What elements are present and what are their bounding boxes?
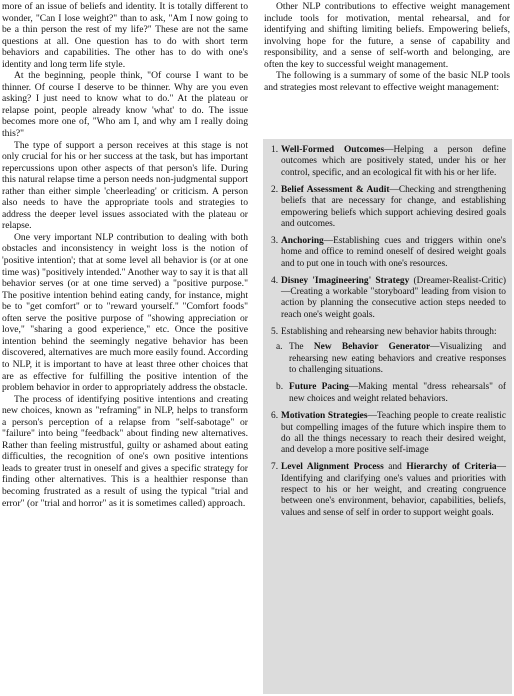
list-number: 1. (271, 145, 279, 155)
list-item-title-2: Hierarchy of Criteria (406, 462, 497, 473)
list-item (271, 411, 506, 457)
list-item-title: Level Alignment Process (281, 462, 384, 473)
list-item (271, 185, 506, 231)
list-item-text: (Dreamer-Realist-Critic)—Creating a workable "storyboard" leading from vision to action by planning the consecutive action steps needed to reach one's weight goals. (281, 275, 507, 320)
list-item (271, 145, 506, 179)
list-item-text: —Teaching people to create realistic but compelling images of the future which inspire them to do all the things necessary to reach their desired weight, and develop a more positive self-image (281, 411, 506, 456)
list-item-text: —Helping a person define outcomes which are positively stated, under his or her control, specific, and an ecological fit with his or her life. (281, 145, 506, 178)
list-item-title: Disney 'Imagineering' Strategy (281, 275, 410, 286)
list-number: 3. (271, 235, 279, 246)
list-item-text: —Checking and strengthening beliefs that are necessary for change, and establishing empowering beliefs which support achieving desired goals and outcomes. (281, 184, 507, 229)
list-item-text: —Establishing cues and triggers within one's home and office to remind oneself of desired weight goals and to put one in touch with one's resources. (281, 235, 506, 269)
nlp-tools-summary-box (263, 139, 512, 694)
left-paragraph-3: The type of support a person receives at this stage is not only crucial for his or her success at the task, but has important repercussions upon other aspects of that person's life. During this natural relapse time a person needs non-judgmental support rather than either simple 'cheerleading' or criticism. A person also needs to have the appropriate tools and strategies to address the deeper level issues associated with the plateau or relapse. (2, 139, 248, 232)
sub-list-item (276, 342, 506, 376)
sub-list-letter: a. (276, 342, 283, 353)
list-item-title: Belief Assessment & Audit (281, 184, 390, 195)
list-item-text: Establishing and rehearsing new behavior habits through: (281, 326, 497, 337)
left-paragraph-5: The process of identifying positive intentions and creating new choices, known as "reframing" in NLP, helps to transform a person's perception of a relapse from "self-sabotage" or "failure" into being "feedback" about finding new alternatives. Rather than feeling mistrustful, guilty or ashamed about eating difficulties, the recognition of one's own positive intentions leads to greater trust in oneself and gives a specific strategy for finding other alternatives. This is a healthier response than becoming frustrated as a result of using the typical "trial and error" (or "trial and horror" as it is sometimes called) approach. (2, 393, 248, 509)
right-column (264, 1, 510, 93)
sub-list-text: —Making mental "dress rehearsals" of new choices and weight related behaviors. (289, 382, 506, 404)
list-number: 6. (271, 411, 279, 422)
sub-list-text: —Visualizing and rehearsing new eating behaviors and creative responses to challenging situations. (289, 342, 507, 375)
left-paragraph-1: more of an issue of beliefs and identity. It is totally different to wonder, "Can I lose weight?" than to ask, "Am I now going to be a thin person the rest of my life?" These are not the same questions at all. One question has to do with short term behaviors and capabilities. The other has to do with one's identity and long term life style. (2, 1, 248, 70)
sub-list-item (276, 382, 506, 405)
sub-list-letter: b. (276, 382, 284, 393)
left-column (2, 1, 248, 509)
list-item (271, 276, 506, 322)
sub-list-prefix: The (289, 342, 314, 353)
list-number: 7. (271, 462, 279, 473)
list-item-title: Well-Formed Outcomes (281, 145, 385, 155)
sub-list-title: New Behavior Generator (313, 342, 431, 353)
list-item-title: Anchoring (281, 235, 324, 246)
list-item-title: Motivation Strategies (281, 411, 368, 422)
list-number: 4. (271, 275, 279, 286)
right-paragraph-2: The following is a summary of some of the basic NLP tools and strategies most relevant to effective weight management: (264, 70, 510, 93)
left-paragraph-2: At the beginning, people think, "Of course I want to be thinner. Of course I deserve to be thinner. Why are you even asking? I just need to know what to do." At the plateau or relapse point, people already know 'what' to do. The issue becomes more one of, "Who am I, and why am I really doing this?" (2, 70, 248, 140)
right-paragraph-1: Other NLP contributions to effective weight management include tools for motivation, mental rehearsal, and for identifying and shifting limiting beliefs. Empowering beliefs, involving hope for the future, a sense of capability and responsibility, and a sense of self-worth and belonging, are often the key to successful weight management. (264, 1, 510, 70)
list-item (271, 462, 506, 519)
sub-list-title: Future Pacing (289, 382, 349, 393)
left-paragraph-4: One very important NLP contribution to dealing with both obstacles and inconsistency in weight loss is the notion of 'positive intention'; that at some level all behavior is (or at one time was) "positively intended." Another way to say it is that all behavior serves (or at one time served) a "positive purpose." The positive intention behind eating candy, for instance, might be to "get comfort" or to "reward yourself." "Comfort foods" often serve the positive purpose of "showing appreciation or love," "sharing a good experience," etc. Once the positive intention behind the seemingly negative behavior has been discovered, alternatives are much more easily found. According to NLP, it is important to have at least three other choices that are as effective for fulfilling the positive intention of the problem behavior in order to appropriately address the obstacle. (2, 231, 248, 394)
list-item (271, 327, 506, 338)
list-item-text: —Identifying and clarifying one's values and priorities with respect to his or her weight, and creating congruence between one's environment, behavior, capabilities, beliefs, values and sense of self in order to support weight goals. (281, 462, 506, 518)
list-item-connector: and (383, 462, 407, 473)
list-number: 2. (271, 184, 279, 195)
list-number: 5. (271, 326, 279, 337)
list-item (271, 236, 506, 270)
